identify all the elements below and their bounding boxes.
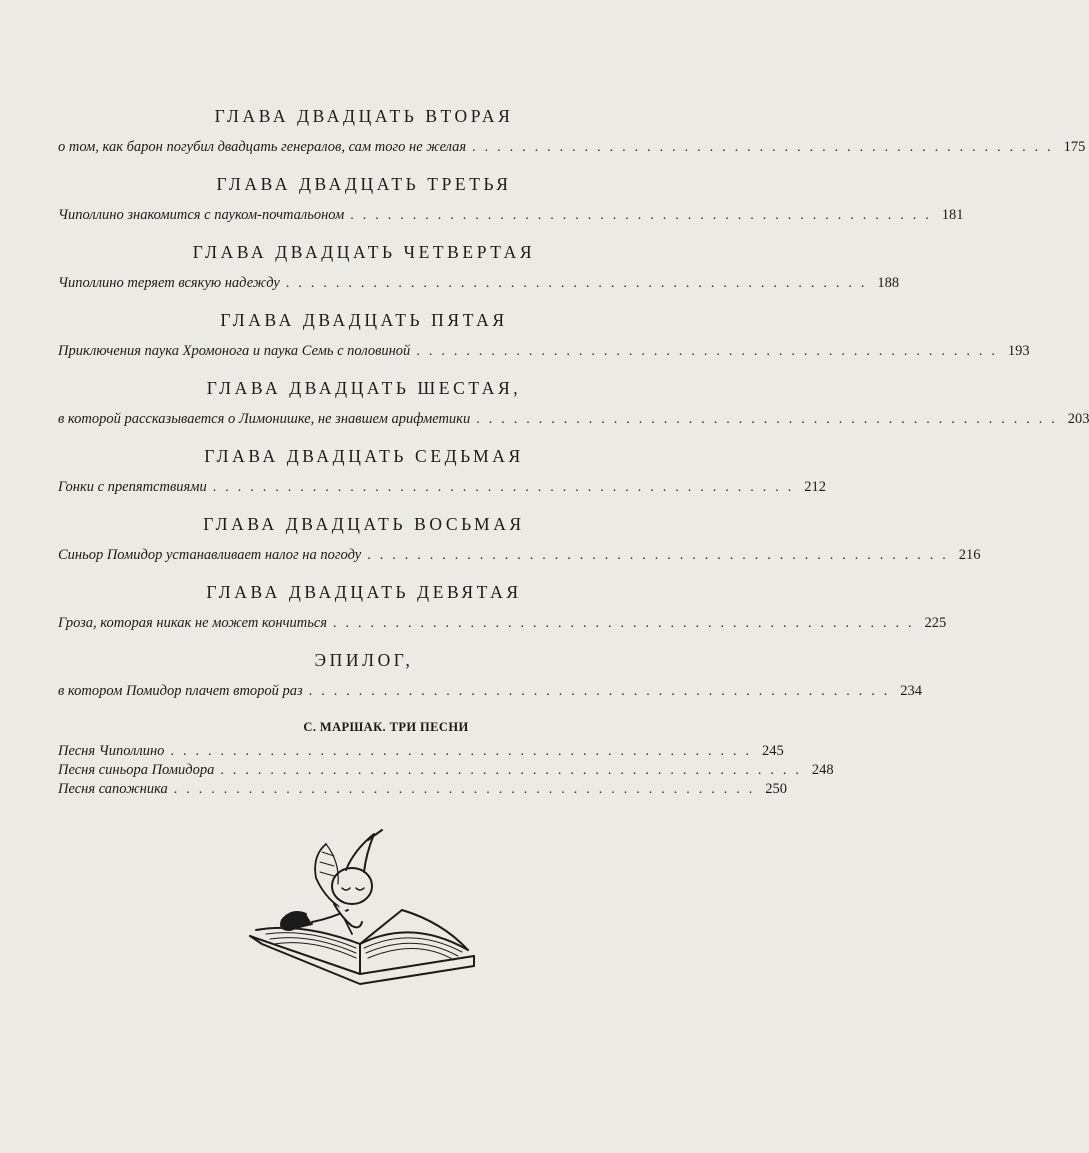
song-row[interactable] <box>58 780 788 799</box>
page-number: 234 <box>900 683 922 699</box>
chapter-heading: ЭПИЛОГ, <box>314 650 414 670</box>
dot-leader: ............................................... <box>212 480 801 495</box>
song-title: Песня синьора Помидора <box>58 762 215 778</box>
chapter-title: Чиполлино знакомится с пауком-почтальоном <box>58 207 345 223</box>
chapter-entry <box>58 240 900 294</box>
toc-row[interactable] <box>58 612 947 634</box>
chapter-entry <box>58 648 922 702</box>
dot-leader: ............................................... <box>170 744 758 759</box>
page-number: 245 <box>761 743 784 759</box>
dot-leader: ............................................... <box>220 763 808 778</box>
chapter-title: Гонки с препятствиями <box>58 479 207 495</box>
chapter-entry <box>58 308 1030 362</box>
chapter-entry <box>58 444 827 498</box>
chapter-heading: ГЛАВА ДВАДЦАТЬ ЧЕТВЕРТАЯ <box>192 242 536 262</box>
onion-boy-reading-book-icon <box>242 826 482 996</box>
chapter-heading: ГЛАВА ДВАДЦАТЬ СЕДЬМАЯ <box>204 446 524 466</box>
dot-leader: ............................................... <box>333 616 921 631</box>
toc-row[interactable] <box>58 544 981 566</box>
page-number: 175 <box>1063 139 1086 155</box>
dot-leader: ............................................... <box>472 140 1060 155</box>
dot-leader: ............................................... <box>416 344 1004 359</box>
dot-leader: ............................................... <box>173 782 762 797</box>
toc-row[interactable] <box>58 408 1089 430</box>
chapter-entry <box>58 104 1086 158</box>
dot-leader: ............................................... <box>367 548 955 563</box>
song-row[interactable] <box>58 761 834 780</box>
chapter-heading: ГЛАВА ДВАДЦАТЬ ВОСЬМАЯ <box>203 514 525 534</box>
chapter-entry <box>58 172 964 226</box>
page-number: 250 <box>765 781 788 797</box>
chapter-entry <box>58 580 947 634</box>
chapter-heading: ГЛАВА ДВАДЦАТЬ ВТОРАЯ <box>214 106 514 126</box>
chapter-entry <box>58 512 981 566</box>
dot-leader: ............................................... <box>285 276 874 291</box>
song-title: Песня сапожника <box>58 781 168 797</box>
page-number: 203 <box>1067 411 1089 427</box>
chapter-title: Чиполлино теряет всякую надежду <box>58 275 280 291</box>
page-number: 188 <box>877 275 900 291</box>
chapter-title: о том, как барон погубил двадцать генералов, сам того не желая <box>58 139 467 155</box>
page-number: 225 <box>924 615 947 631</box>
chapter-heading: ГЛАВА ДВАДЦАТЬ ДЕВЯТАЯ <box>206 582 522 602</box>
song-row[interactable] <box>58 742 784 761</box>
page-number: 181 <box>941 207 964 223</box>
page-number: 248 <box>811 762 834 778</box>
toc-row[interactable] <box>58 204 964 226</box>
chapter-title: в котором Помидор плачет второй раз <box>58 683 303 699</box>
page-number: 193 <box>1007 343 1030 359</box>
chapter-title: в которой рассказывается о Лимонишке, не знавшем арифметики <box>58 411 471 427</box>
songs-heading: С. МАРШАК. ТРИ ПЕСНИ <box>303 720 469 734</box>
chapter-title: Приключения паука Хромонога и паука Семь с половиной <box>58 343 411 359</box>
page-number: 212 <box>804 479 827 495</box>
chapter-heading: ГЛАВА ДВАДЦАТЬ ШЕСТАЯ, <box>206 378 522 398</box>
chapter-heading: ГЛАВА ДВАДЦАТЬ ПЯТАЯ <box>220 310 508 330</box>
toc-row[interactable] <box>58 136 1086 158</box>
toc-row[interactable] <box>58 476 827 498</box>
dot-leader: ............................................... <box>308 684 897 699</box>
dot-leader: ............................................... <box>476 412 1064 427</box>
songs-section <box>58 718 834 799</box>
toc-row[interactable] <box>58 680 922 702</box>
chapter-list <box>58 104 1089 716</box>
toc-row[interactable] <box>58 340 1030 362</box>
chapter-title: Синьор Помидор устанавливает налог на погоду <box>58 547 362 563</box>
toc-row[interactable] <box>58 272 900 294</box>
chapter-heading: ГЛАВА ДВАДЦАТЬ ТРЕТЬЯ <box>216 174 512 194</box>
dot-leader: ............................................... <box>350 208 938 223</box>
chapter-entry <box>58 376 1089 430</box>
page-number: 216 <box>958 547 981 563</box>
chapter-title: Гроза, которая никак не может кончиться <box>58 615 328 631</box>
song-title: Песня Чиполлино <box>58 743 165 759</box>
